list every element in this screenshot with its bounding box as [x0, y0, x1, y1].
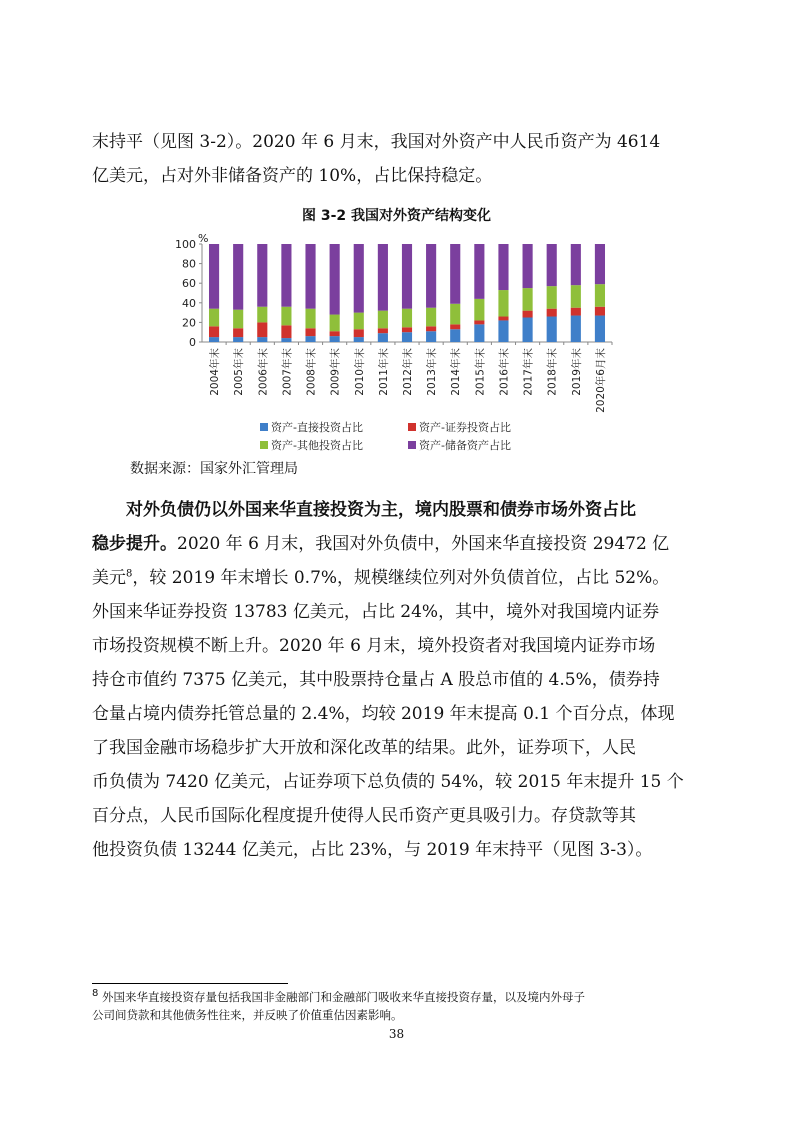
x-tick-label: 2008年末: [305, 348, 318, 396]
bar-segment-1: [402, 332, 412, 342]
bar-segment-1: [378, 333, 388, 342]
body-line-4: 外国来华证券投资 13783 亿美元，占比 24%，其中，境外对我国境内证券: [92, 602, 660, 622]
bar-segment-1: [547, 317, 557, 342]
bar-segment-3: [474, 299, 484, 321]
bar-segment-1: [305, 336, 315, 342]
bar-segment-2: [378, 328, 388, 333]
figure-title: 图 3-2 我国对外资产结构变化: [301, 208, 492, 224]
x-tick-label: 2017年末: [522, 348, 535, 396]
bar-segment-3: [209, 309, 219, 327]
y-tick-label: 100: [175, 238, 196, 251]
x-tick-label: 2011年末: [377, 348, 390, 396]
bar-segment-1: [474, 324, 484, 342]
body-line-2-text: 2020 年 6 月末，我国对外负债中，外国来华直接投资 29472 亿: [177, 534, 670, 554]
footnote: [92, 988, 702, 1024]
footnote-reference[interactable]: 8: [126, 568, 133, 580]
bar-segment-1: [450, 329, 460, 342]
bar-segment-2: [402, 327, 412, 332]
bar-segment-4: [523, 244, 533, 288]
bar-segment-3: [571, 285, 581, 308]
legend-swatch: [260, 423, 268, 431]
bar-segment-2: [354, 329, 364, 337]
intro-paragraph: [92, 125, 702, 193]
y-tick-label: 60: [182, 277, 196, 291]
legend-swatch: [260, 441, 268, 449]
x-tick-label: 2009年末: [329, 348, 342, 396]
x-tick-label: 2015年末: [474, 348, 487, 396]
section-heading-part2: 稳步提升。: [92, 534, 177, 554]
x-tick-label: 2014年末: [450, 348, 463, 396]
y-tick-label: 0: [189, 336, 196, 349]
bar-segment-4: [450, 244, 460, 304]
y-tick-label: 40: [182, 296, 196, 310]
bar-segment-1: [281, 338, 291, 342]
x-tick-label: 2013年末: [426, 348, 439, 396]
bar-segment-3: [523, 288, 533, 311]
bar-segment-4: [571, 244, 581, 285]
bar-segment-4: [547, 244, 557, 286]
x-tick-label: 2019年末: [570, 348, 583, 396]
body-line-11: 他投资负债 13244 亿美元，占比 23%，与 2019 年末持平（见图 3-3）。: [92, 840, 653, 860]
bar-segment-4: [474, 244, 484, 299]
body-line-7: 仓量占境内债券托管总量的 2.4%，均较 2019 年末提高 0.1 个百分点，体现: [92, 704, 675, 724]
data-source: 数据来源：国家外汇管理局: [130, 461, 298, 477]
bar-segment-2: [595, 307, 605, 316]
bar-segment-2: [257, 322, 267, 337]
bar-segment-3: [595, 284, 605, 307]
bar-segment-3: [426, 308, 436, 327]
body-line-9: 币负债为 7420 亿美元，占证券项下总负债的 54%，较 2015 年末提升 15 个: [92, 772, 684, 792]
bar-segment-3: [354, 313, 364, 330]
y-tick-label: 20: [182, 316, 196, 330]
bar-segment-4: [498, 244, 508, 290]
x-tick-label: 2012年末: [402, 348, 414, 396]
bar-segment-3: [233, 310, 243, 329]
bar-segment-3: [402, 309, 412, 328]
x-tick-label: 2010年末: [353, 348, 366, 396]
body-line-10: 百分点，人民币国际化程度提升使得人民币资产更具吸引力。存贷款等其: [92, 806, 636, 826]
bar-segment-1: [498, 320, 508, 342]
bar-segment-2: [450, 324, 460, 329]
bar-segment-4: [426, 244, 436, 308]
bar-segment-4: [330, 244, 340, 315]
x-tick-label: 2004年末: [209, 348, 222, 396]
x-tick-label: 2016年末: [498, 348, 511, 396]
body-line-3: [92, 561, 702, 595]
bar-segment-4: [354, 244, 364, 313]
bar-segment-2: [571, 308, 581, 316]
bar-segment-2: [474, 320, 484, 324]
y-unit-label: %: [198, 232, 209, 245]
bar-segment-4: [595, 244, 605, 284]
bar-segment-4: [378, 244, 388, 311]
bar-segment-1: [233, 337, 243, 342]
bar-segment-4: [257, 244, 267, 307]
footnote-line-1: $^8$ 外国来华直接投资存量包括我国非金融部门和金融部门吸收来华直接投资存量，以及境内外母子: [92, 988, 586, 1004]
bar-segment-4: [233, 244, 243, 310]
bar-segment-2: [523, 311, 533, 318]
body-line-5: 市场投资规模不断上升。2020 年 6 月末，境外投资者对我国境内证券市场: [92, 636, 656, 656]
bar-segment-2: [233, 328, 243, 337]
bar-segment-2: [547, 309, 557, 317]
footnote-line-2: 公司间贷款和其他债务性往来，并反映了价值重估因素影响。: [92, 1008, 403, 1022]
body-line-3-pre: 美元: [92, 568, 126, 588]
legend-swatch: [408, 423, 416, 431]
bar-segment-2: [330, 331, 340, 336]
bar-segment-3: [498, 290, 508, 316]
legend-label: 资产-证券投资占比: [419, 421, 511, 434]
legend-label: 资产-直接投资占比: [271, 421, 363, 434]
bar-segment-3: [450, 304, 460, 325]
body-paragraph: [92, 493, 702, 867]
bar-segment-1: [257, 337, 267, 342]
legend-label: 资产-其他投资占比: [271, 439, 363, 452]
bar-segment-1: [595, 316, 605, 342]
bar-segment-1: [523, 318, 533, 343]
bar-segment-3: [547, 286, 557, 309]
bar-segment-3: [281, 307, 291, 326]
footnote-marker: 8: [92, 988, 99, 1000]
bar-segment-2: [426, 326, 436, 331]
bar-segment-4: [281, 244, 291, 307]
x-tick-label: 2018年末: [546, 348, 559, 396]
body-line-1: [92, 493, 702, 527]
bar-segment-2: [281, 325, 291, 338]
x-tick-label: 2005年末: [233, 348, 246, 396]
x-tick-label: 2006年末: [257, 348, 270, 396]
body-line-6: 持仓市值约 7375 亿美元，其中股票持仓量占 A 股总市值的 4.5%，债券持: [92, 670, 660, 690]
x-tick-label: 2020年6月末: [594, 348, 607, 413]
x-tick-label: 2007年末: [281, 348, 294, 396]
page-number: 38: [388, 1027, 405, 1041]
bar-segment-1: [426, 331, 436, 342]
y-tick-label: 80: [182, 257, 196, 271]
bar-segment-1: [330, 336, 340, 342]
bar-segment-1: [209, 337, 219, 342]
legend-label: 资产-储备资产占比: [419, 439, 511, 452]
bar-segment-3: [378, 311, 388, 329]
body-line-2: [92, 527, 702, 561]
bar-segment-2: [498, 317, 508, 321]
bar-segment-1: [354, 337, 364, 342]
footnote-divider: [92, 983, 288, 984]
bar-segment-2: [305, 328, 315, 336]
bar-segment-4: [209, 244, 219, 309]
bar-segment-4: [402, 244, 412, 309]
section-heading-part1: 对外负债仍以外国来华直接投资为主，境内股票和债券市场外资占比: [126, 500, 636, 520]
legend-swatch: [408, 441, 416, 449]
intro-line-2: 亿美元，占对外非储备资产的 10%，占比保持稳定。: [92, 166, 493, 186]
bar-segment-3: [330, 315, 340, 332]
body-line-8: 了我国金融市场稳步扩大开放和深化改革的结果。此外，证券项下，人民: [92, 738, 636, 758]
intro-line-1: 末持平（见图 3-2）。2020 年 6 月末，我国对外资产中人民币资产为 4614: [92, 132, 661, 152]
bar-segment-3: [257, 307, 267, 323]
bar-segment-3: [305, 309, 315, 329]
bar-segment-2: [209, 326, 219, 337]
body-line-3-post: ，较 2019 年末增长 0.7%，规模继续位列对外负债首位，占比 52%。: [132, 568, 670, 588]
bar-segment-4: [305, 244, 315, 309]
asset-structure-chart: [160, 228, 630, 458]
bar-segment-1: [571, 316, 581, 342]
